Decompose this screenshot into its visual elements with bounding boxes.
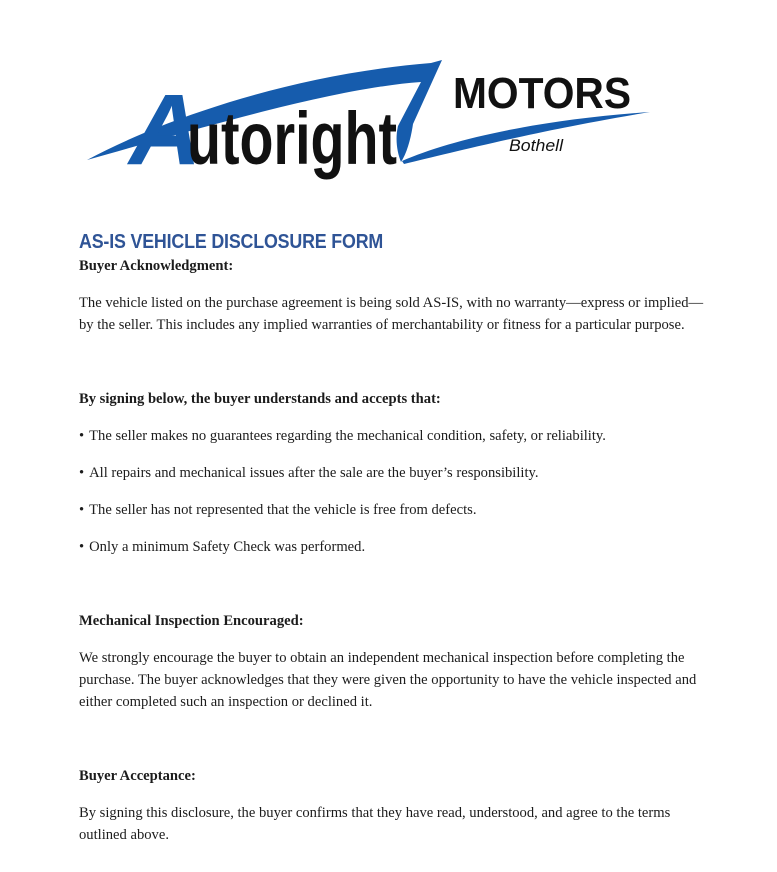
blank-line	[79, 351, 713, 388]
logo-brand-initial: A	[129, 74, 202, 186]
section-heading-inspection: Mechanical Inspection Encouraged:	[79, 613, 304, 629]
logo-graphic	[85, 60, 655, 186]
bullet-text: The seller makes no guarantees regarding the mechanical condition, safety, or reliability.	[89, 428, 606, 444]
bullet-text: Only a minimum Safety Check was performed.	[89, 539, 366, 555]
blank-line	[79, 573, 713, 610]
bullet-marker: •	[79, 465, 85, 481]
bullet-marker: •	[79, 428, 85, 444]
form-content	[0, 175, 713, 846]
paragraph-acceptance: By signing this disclosure, the buyer confirms that they have read, understood, and agree to the terms outlined above.	[79, 805, 671, 843]
paragraph-inspection: We strongly encourage the buyer to obtain an independent mechanical inspection before completing the purchase. The buyer acknowledges that they were given the opportunity to have the vehicle inspected and either completed such an inspection or declined it.	[79, 650, 697, 710]
bullet-marker: •	[79, 539, 85, 555]
bullet-text: The seller has not represented that the vehicle is free from defects.	[89, 502, 477, 518]
form-title: AS-IS VEHICLE DISCLOSURE FORM	[79, 230, 384, 253]
section-heading-terms: By signing below, the buyer understands and accepts that:	[79, 391, 441, 407]
blank-line	[79, 728, 713, 765]
logo-brand-name: utoright	[187, 97, 397, 180]
bullet-item-repairs-responsibility	[79, 462, 713, 484]
bullet-item-safety-check	[79, 536, 713, 558]
bullet-marker: •	[79, 502, 85, 518]
logo-location-label: Bothell	[509, 136, 565, 155]
bullet-item-free-from-defects	[79, 499, 713, 521]
section-heading-buyer-acknowledgment: Buyer Acknowledgment:	[79, 258, 234, 274]
dealership-logo	[85, 60, 655, 186]
bullet-item-no-guarantees	[79, 425, 713, 447]
logo-brand-secondary: MOTORS	[453, 69, 631, 118]
paragraph-buyer-acknowledgment: The vehicle listed on the purchase agreement is being sold AS-IS, with no warranty—express or implied—by the seller. This includes any implied warranties of merchantability or fitness for a particular purpose.	[79, 295, 704, 333]
section-heading-acceptance: Buyer Acceptance:	[79, 768, 196, 784]
bullet-text: All repairs and mechanical issues after the sale are the buyer’s responsibility.	[89, 465, 539, 481]
